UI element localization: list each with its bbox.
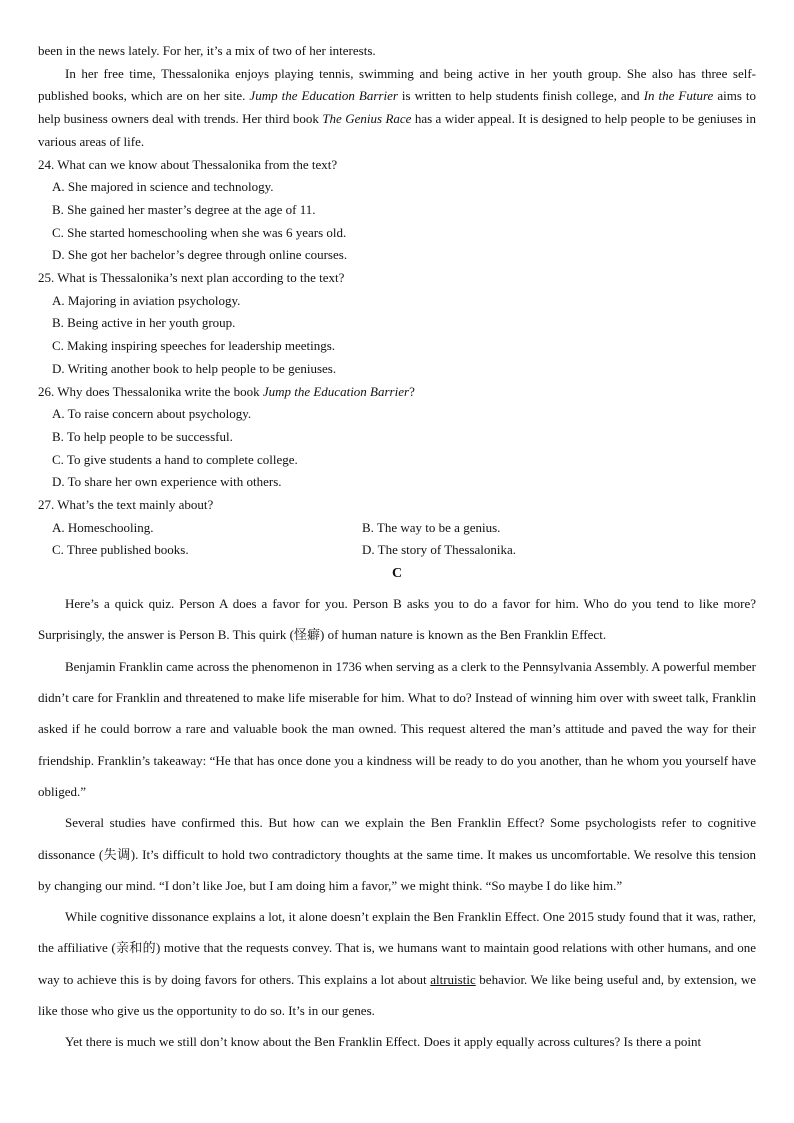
option-a: A. Majoring in aviation psychology. (52, 292, 241, 308)
question-stem: 24. What can we know about Thessalonika from the text? (38, 156, 338, 172)
option-d: D. Writing another book to help people to be geniuses. (52, 360, 337, 376)
option-c: C. Making inspiring speeches for leadership meetings. (52, 338, 336, 354)
option-b: B. Being active in her youth group. (52, 315, 236, 331)
option-d: D. The story of Thessalonika. (362, 542, 517, 558)
option-d: D. To share her own experience with others. (52, 474, 282, 490)
option-c: C. She started homeschooling when she was 6 years old. (52, 224, 347, 240)
book-title: In the Future (643, 88, 714, 104)
passage-b-continued: been in the news lately. For her, it’s a mix of two of her interests. (38, 43, 376, 58)
option-a: A. Homeschooling. (52, 519, 154, 535)
question-stem: 27. What’s the text mainly about? (38, 497, 214, 513)
question-stem: 25. What is Thessalonika’s next plan according to the text? (38, 270, 345, 286)
passage-c-paragraph-3: Several studies have confirmed this. But how can we explain the Ben Franklin Effect? Some psychologists refer to cognitive dissonance (失调). It’s difficult to hold two contradictory thoughts at the same time. It makes us uncomfortable. We resolve this tension by changing our mind. “I don’t like Joe, but I am doing him a favor,” we might think. “So maybe I do like him.” (38, 815, 756, 893)
option-d: D. She got her bachelor’s degree through online courses. (52, 247, 348, 263)
passage-b-paragraph: In her free time, Thessalonika enjoys playing tennis, swimming and being active in her youth group. She also has three self-published books, which are on her site. Jump the Education Barrier is written to help students finish college, and In the Future aims to help business owners deal with trends. Her third book The Genius Race has a wider appeal. It is designed to help people to be geniuses in various areas of life. (38, 65, 756, 149)
passage-c-paragraph-2: Benjamin Franklin came across the phenomenon in 1736 when serving as a clerk to the Pennsylvania Assembly. A powerful member didn’t care for Franklin and threatened to make life miserable for him. What to do? Instead of winning him over with sweet talk, Franklin asked if he could borrow a rare and valuable book the man owned. This request altered the man’s attitude and paved the way for their friendship. Franklin’s takeaway: “He that has once done you a kindness will be ready to do you another, than he whom you yourself have obliged.” (38, 658, 756, 799)
question-24 (38, 154, 756, 268)
option-a: A. She majored in science and technology. (52, 179, 274, 195)
option-row (52, 539, 756, 562)
book-title: Jump the Education Barrier (249, 88, 398, 104)
passage-c-paragraph-4: While cognitive dissonance explains a lot, it alone doesn’t explain the Ben Franklin Effect. One 2015 study found that it was, rather, the affiliative (亲和的) motive that the requests convey. That is, we humans want to maintain good relations with other humans, and one way to achieve this is by doing favors for others. This explains a lot about altruistic behavior. We like being useful and, by extension, we like those who give us the opportunity to do so. It’s in our genes. (38, 909, 756, 1019)
passage-c (38, 588, 756, 1057)
question-25 (38, 267, 756, 381)
book-title: Jump the Education Barrier (262, 383, 410, 399)
passage-c-paragraph-5: Yet there is much we still don’t know about the Ben Franklin Effect. Does it apply equally across cultures? Is there a point (65, 1034, 702, 1050)
underlined-word: altruistic (430, 971, 476, 987)
question-27 (38, 494, 756, 562)
option-row (52, 517, 756, 540)
section-heading: C (391, 566, 403, 582)
document-page (38, 40, 756, 1058)
option-b: B. The way to be a genius. (362, 519, 501, 535)
option-c: C. To give students a hand to complete college. (52, 451, 298, 467)
question-stem: 26. Why does Thessalonika write the book Jump the Education Barrier? (38, 383, 415, 399)
passage-c-paragraph-1: Here’s a quick quiz. Person A does a favor for you. Person B asks you to do a favor for him. Who do you tend to like more? Surprisingly, the answer is Person B. This quirk (怪癖) of human nature is known as the Ben Franklin Effect. (38, 596, 756, 643)
option-b: B. She gained her master’s degree at the age of 11. (52, 201, 316, 217)
option-b: B. To help people to be successful. (52, 428, 233, 444)
book-title: The Genius Race (322, 111, 412, 127)
option-a: A. To raise concern about psychology. (52, 406, 252, 422)
question-26 (38, 381, 756, 495)
option-c: C. Three published books. (52, 542, 189, 558)
